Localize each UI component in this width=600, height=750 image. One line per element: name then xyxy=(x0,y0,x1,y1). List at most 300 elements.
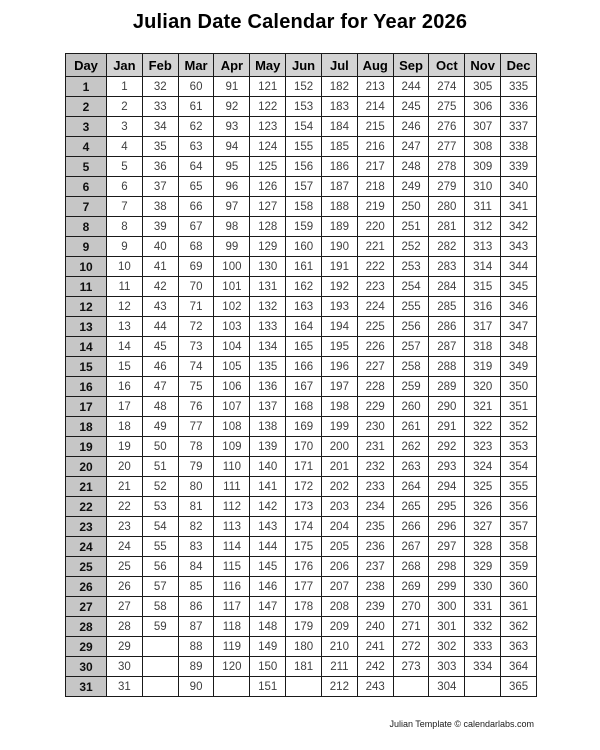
julian-date-cell: 133 xyxy=(250,317,286,337)
julian-calendar-table xyxy=(65,53,537,697)
julian-date-cell: 251 xyxy=(393,217,429,237)
julian-date-cell: 139 xyxy=(250,437,286,457)
julian-date-cell: 236 xyxy=(357,537,393,557)
julian-date-cell: 160 xyxy=(286,237,322,257)
julian-date-cell: 228 xyxy=(357,377,393,397)
julian-date-cell: 253 xyxy=(393,257,429,277)
day-number-cell: 17 xyxy=(66,397,107,417)
julian-date-cell: 128 xyxy=(250,217,286,237)
julian-date-cell: 31 xyxy=(107,677,143,697)
julian-date-cell: 55 xyxy=(142,537,178,557)
julian-date-cell: 362 xyxy=(501,617,537,637)
julian-date-cell: 268 xyxy=(393,557,429,577)
julian-date-cell: 44 xyxy=(142,317,178,337)
julian-date-cell: 141 xyxy=(250,477,286,497)
julian-date-cell: 302 xyxy=(429,637,465,657)
page-title: Julian Date Calendar for Year 2026 xyxy=(132,11,468,33)
day-number-cell: 23 xyxy=(66,517,107,537)
table-row xyxy=(66,77,537,97)
julian-date-cell: 132 xyxy=(250,297,286,317)
julian-date-cell: 272 xyxy=(393,637,429,657)
julian-date-cell: 239 xyxy=(357,597,393,617)
julian-date-cell: 295 xyxy=(429,497,465,517)
julian-date-cell: 159 xyxy=(286,217,322,237)
table-row xyxy=(66,117,537,137)
julian-date-cell: 174 xyxy=(286,517,322,537)
julian-date-cell: 287 xyxy=(429,337,465,357)
table-row xyxy=(66,277,537,297)
julian-date-cell: 252 xyxy=(393,237,429,257)
julian-date-cell: 131 xyxy=(250,277,286,297)
julian-date-cell: 187 xyxy=(321,177,357,197)
day-number-cell: 8 xyxy=(66,217,107,237)
julian-date-cell: 273 xyxy=(393,657,429,677)
julian-date-cell: 346 xyxy=(501,297,537,317)
julian-date-cell: 79 xyxy=(178,457,214,477)
julian-date-cell: 167 xyxy=(286,377,322,397)
julian-date-cell: 196 xyxy=(321,357,357,377)
julian-date-cell: 129 xyxy=(250,237,286,257)
julian-date-cell: 114 xyxy=(214,537,250,557)
julian-date-cell: 216 xyxy=(357,137,393,157)
julian-date-cell: 102 xyxy=(214,297,250,317)
julian-date-cell: 163 xyxy=(286,297,322,317)
julian-date-cell: 189 xyxy=(321,217,357,237)
julian-date-cell: 262 xyxy=(393,437,429,457)
julian-date-cell: 292 xyxy=(429,437,465,457)
day-number-cell: 26 xyxy=(66,577,107,597)
julian-date-cell: 42 xyxy=(142,277,178,297)
julian-date-cell: 181 xyxy=(286,657,322,677)
julian-date-cell: 156 xyxy=(286,157,322,177)
julian-date-cell: 225 xyxy=(357,317,393,337)
table-row xyxy=(66,657,537,677)
julian-date-cell: 169 xyxy=(286,417,322,437)
julian-date-cell: 249 xyxy=(393,177,429,197)
table-row xyxy=(66,477,537,497)
julian-date-cell: 21 xyxy=(107,477,143,497)
julian-date-cell: 176 xyxy=(286,557,322,577)
julian-date-cell: 248 xyxy=(393,157,429,177)
julian-date-cell: 24 xyxy=(107,537,143,557)
day-number-cell: 29 xyxy=(66,637,107,657)
julian-date-cell: 237 xyxy=(357,557,393,577)
julian-date-cell: 330 xyxy=(465,577,501,597)
julian-date-cell: 233 xyxy=(357,477,393,497)
julian-date-cell: 94 xyxy=(214,137,250,157)
julian-date-cell: 67 xyxy=(178,217,214,237)
julian-date-cell: 325 xyxy=(465,477,501,497)
day-number-cell: 25 xyxy=(66,557,107,577)
julian-date-cell: 269 xyxy=(393,577,429,597)
table-row xyxy=(66,357,537,377)
table-row xyxy=(66,137,537,157)
julian-date-cell: 241 xyxy=(357,637,393,657)
julian-date-cell: 200 xyxy=(321,437,357,457)
julian-date-cell: 213 xyxy=(357,77,393,97)
julian-date-cell: 153 xyxy=(286,97,322,117)
julian-date-cell: 223 xyxy=(357,277,393,297)
day-number-cell: 9 xyxy=(66,237,107,257)
julian-date-cell: 201 xyxy=(321,457,357,477)
month-column-header-dec: Dec xyxy=(501,54,537,77)
julian-date-cell: 111 xyxy=(214,477,250,497)
julian-date-cell: 107 xyxy=(214,397,250,417)
julian-date-cell: 306 xyxy=(465,97,501,117)
julian-date-cell: 280 xyxy=(429,197,465,217)
month-column-header-jun: Jun xyxy=(286,54,322,77)
julian-date-cell: 13 xyxy=(107,317,143,337)
julian-date-cell: 162 xyxy=(286,277,322,297)
julian-date-cell: 217 xyxy=(357,157,393,177)
julian-date-cell: 259 xyxy=(393,377,429,397)
julian-date-cell: 40 xyxy=(142,237,178,257)
julian-date-cell: 143 xyxy=(250,517,286,537)
table-row xyxy=(66,197,537,217)
julian-date-cell xyxy=(142,677,178,697)
julian-date-cell: 22 xyxy=(107,497,143,517)
month-column-header-nov: Nov xyxy=(465,54,501,77)
julian-date-cell xyxy=(393,677,429,697)
julian-date-cell: 208 xyxy=(321,597,357,617)
julian-date-cell: 340 xyxy=(501,177,537,197)
julian-date-cell: 3 xyxy=(107,117,143,137)
julian-date-cell: 334 xyxy=(465,657,501,677)
julian-date-cell: 291 xyxy=(429,417,465,437)
julian-date-cell: 204 xyxy=(321,517,357,537)
julian-date-cell: 285 xyxy=(429,297,465,317)
day-number-cell: 10 xyxy=(66,257,107,277)
julian-date-cell: 261 xyxy=(393,417,429,437)
julian-date-cell: 258 xyxy=(393,357,429,377)
julian-date-cell: 230 xyxy=(357,417,393,437)
julian-date-cell: 105 xyxy=(214,357,250,377)
julian-date-cell: 80 xyxy=(178,477,214,497)
julian-date-cell: 202 xyxy=(321,477,357,497)
julian-date-cell: 138 xyxy=(250,417,286,437)
table-row xyxy=(66,537,537,557)
julian-date-cell: 250 xyxy=(393,197,429,217)
julian-date-cell: 358 xyxy=(501,537,537,557)
julian-date-cell xyxy=(142,657,178,677)
julian-date-cell: 195 xyxy=(321,337,357,357)
julian-date-cell: 364 xyxy=(501,657,537,677)
day-number-cell: 21 xyxy=(66,477,107,497)
julian-date-cell: 320 xyxy=(465,377,501,397)
julian-date-cell: 18 xyxy=(107,417,143,437)
julian-date-cell: 175 xyxy=(286,537,322,557)
julian-date-cell: 209 xyxy=(321,617,357,637)
julian-date-cell: 177 xyxy=(286,577,322,597)
julian-date-cell: 46 xyxy=(142,357,178,377)
day-number-cell: 3 xyxy=(66,117,107,137)
julian-date-cell: 333 xyxy=(465,637,501,657)
julian-date-cell: 354 xyxy=(501,457,537,477)
julian-date-cell: 288 xyxy=(429,357,465,377)
julian-date-cell: 290 xyxy=(429,397,465,417)
julian-date-cell: 76 xyxy=(178,397,214,417)
julian-date-cell: 64 xyxy=(178,157,214,177)
julian-date-cell: 339 xyxy=(501,157,537,177)
julian-date-cell: 66 xyxy=(178,197,214,217)
julian-date-cell: 275 xyxy=(429,97,465,117)
julian-date-cell: 185 xyxy=(321,137,357,157)
julian-date-cell: 101 xyxy=(214,277,250,297)
julian-date-cell: 343 xyxy=(501,237,537,257)
julian-date-cell: 126 xyxy=(250,177,286,197)
julian-date-cell: 192 xyxy=(321,277,357,297)
julian-date-cell: 222 xyxy=(357,257,393,277)
julian-date-cell: 356 xyxy=(501,497,537,517)
julian-date-cell: 38 xyxy=(142,197,178,217)
julian-date-cell: 7 xyxy=(107,197,143,217)
julian-date-cell: 91 xyxy=(214,77,250,97)
julian-date-cell: 25 xyxy=(107,557,143,577)
julian-date-cell: 151 xyxy=(250,677,286,697)
julian-date-cell: 293 xyxy=(429,457,465,477)
julian-date-cell: 232 xyxy=(357,457,393,477)
julian-date-cell: 281 xyxy=(429,217,465,237)
julian-date-cell: 315 xyxy=(465,277,501,297)
table-row xyxy=(66,677,537,697)
julian-date-cell: 96 xyxy=(214,177,250,197)
day-number-cell: 27 xyxy=(66,597,107,617)
julian-date-cell: 70 xyxy=(178,277,214,297)
julian-date-cell: 324 xyxy=(465,457,501,477)
julian-date-cell: 90 xyxy=(178,677,214,697)
julian-date-cell: 329 xyxy=(465,557,501,577)
footer-credit: Julian Template © calendarlabs.com xyxy=(389,719,534,729)
day-number-cell: 20 xyxy=(66,457,107,477)
julian-date-cell: 65 xyxy=(178,177,214,197)
julian-date-cell: 335 xyxy=(501,77,537,97)
julian-date-cell: 337 xyxy=(501,117,537,137)
table-row xyxy=(66,97,537,117)
table-row xyxy=(66,257,537,277)
julian-date-cell: 276 xyxy=(429,117,465,137)
julian-date-cell: 20 xyxy=(107,457,143,477)
month-column-header-sep: Sep xyxy=(393,54,429,77)
julian-date-cell: 190 xyxy=(321,237,357,257)
table-row xyxy=(66,337,537,357)
julian-date-cell: 224 xyxy=(357,297,393,317)
julian-date-cell: 113 xyxy=(214,517,250,537)
julian-date-cell xyxy=(142,637,178,657)
day-number-cell: 1 xyxy=(66,77,107,97)
julian-date-cell: 331 xyxy=(465,597,501,617)
julian-date-cell: 59 xyxy=(142,617,178,637)
julian-date-cell: 100 xyxy=(214,257,250,277)
julian-date-cell: 347 xyxy=(501,317,537,337)
julian-date-cell: 363 xyxy=(501,637,537,657)
julian-date-cell: 318 xyxy=(465,337,501,357)
day-number-cell: 5 xyxy=(66,157,107,177)
julian-date-cell: 264 xyxy=(393,477,429,497)
julian-date-cell: 73 xyxy=(178,337,214,357)
julian-date-cell: 183 xyxy=(321,97,357,117)
julian-date-cell: 68 xyxy=(178,237,214,257)
julian-date-cell: 312 xyxy=(465,217,501,237)
julian-date-cell: 103 xyxy=(214,317,250,337)
julian-date-cell: 203 xyxy=(321,497,357,517)
julian-date-cell: 238 xyxy=(357,577,393,597)
julian-date-cell: 109 xyxy=(214,437,250,457)
julian-date-cell: 97 xyxy=(214,197,250,217)
julian-date-cell: 53 xyxy=(142,497,178,517)
julian-date-cell: 86 xyxy=(178,597,214,617)
julian-date-cell: 245 xyxy=(393,97,429,117)
julian-date-cell: 206 xyxy=(321,557,357,577)
julian-date-cell: 317 xyxy=(465,317,501,337)
table-row xyxy=(66,397,537,417)
julian-date-cell: 242 xyxy=(357,657,393,677)
julian-date-cell: 328 xyxy=(465,537,501,557)
day-number-cell: 30 xyxy=(66,657,107,677)
julian-date-cell: 82 xyxy=(178,517,214,537)
julian-date-cell: 263 xyxy=(393,457,429,477)
julian-date-cell: 361 xyxy=(501,597,537,617)
julian-date-cell: 341 xyxy=(501,197,537,217)
julian-date-cell: 37 xyxy=(142,177,178,197)
julian-date-cell: 349 xyxy=(501,357,537,377)
julian-date-cell: 305 xyxy=(465,77,501,97)
julian-date-cell: 39 xyxy=(142,217,178,237)
julian-date-cell: 95 xyxy=(214,157,250,177)
julian-date-cell: 1 xyxy=(107,77,143,97)
julian-date-cell: 124 xyxy=(250,137,286,157)
julian-date-cell: 274 xyxy=(429,77,465,97)
julian-date-cell: 60 xyxy=(178,77,214,97)
julian-date-cell: 72 xyxy=(178,317,214,337)
julian-date-cell: 240 xyxy=(357,617,393,637)
julian-date-cell: 15 xyxy=(107,357,143,377)
julian-date-cell: 247 xyxy=(393,137,429,157)
julian-date-cell: 191 xyxy=(321,257,357,277)
julian-date-cell: 323 xyxy=(465,437,501,457)
julian-date-cell: 142 xyxy=(250,497,286,517)
julian-date-cell: 304 xyxy=(429,677,465,697)
julian-date-cell: 326 xyxy=(465,497,501,517)
julian-date-cell: 19 xyxy=(107,437,143,457)
julian-date-cell: 45 xyxy=(142,337,178,357)
julian-date-cell: 49 xyxy=(142,417,178,437)
julian-date-cell: 214 xyxy=(357,97,393,117)
julian-date-cell: 360 xyxy=(501,577,537,597)
julian-date-cell: 348 xyxy=(501,337,537,357)
julian-date-cell: 155 xyxy=(286,137,322,157)
julian-date-cell: 48 xyxy=(142,397,178,417)
month-column-header-may: May xyxy=(250,54,286,77)
day-number-cell: 4 xyxy=(66,137,107,157)
julian-date-cell: 322 xyxy=(465,417,501,437)
julian-date-cell: 294 xyxy=(429,477,465,497)
julian-date-cell: 121 xyxy=(250,77,286,97)
julian-date-cell: 5 xyxy=(107,157,143,177)
julian-date-cell: 266 xyxy=(393,517,429,537)
month-column-header-jan: Jan xyxy=(107,54,143,77)
julian-date-cell: 136 xyxy=(250,377,286,397)
header-row xyxy=(66,54,537,77)
julian-date-cell: 256 xyxy=(393,317,429,337)
julian-date-cell: 180 xyxy=(286,637,322,657)
julian-date-cell: 43 xyxy=(142,297,178,317)
julian-date-cell: 61 xyxy=(178,97,214,117)
julian-date-cell: 218 xyxy=(357,177,393,197)
julian-date-cell: 255 xyxy=(393,297,429,317)
julian-date-cell: 172 xyxy=(286,477,322,497)
julian-date-cell: 36 xyxy=(142,157,178,177)
julian-date-cell: 316 xyxy=(465,297,501,317)
julian-date-cell: 344 xyxy=(501,257,537,277)
table-row xyxy=(66,457,537,477)
julian-date-cell: 246 xyxy=(393,117,429,137)
julian-date-cell: 115 xyxy=(214,557,250,577)
julian-date-cell: 194 xyxy=(321,317,357,337)
julian-date-cell: 219 xyxy=(357,197,393,217)
julian-date-cell: 27 xyxy=(107,597,143,617)
julian-date-cell: 307 xyxy=(465,117,501,137)
julian-date-cell: 277 xyxy=(429,137,465,157)
day-number-cell: 15 xyxy=(66,357,107,377)
julian-date-cell: 165 xyxy=(286,337,322,357)
julian-date-cell: 314 xyxy=(465,257,501,277)
julian-date-cell: 188 xyxy=(321,197,357,217)
table-row xyxy=(66,617,537,637)
table-row xyxy=(66,417,537,437)
table-row xyxy=(66,237,537,257)
table-row xyxy=(66,577,537,597)
month-column-header-feb: Feb xyxy=(142,54,178,77)
julian-date-cell: 197 xyxy=(321,377,357,397)
month-column-header-mar: Mar xyxy=(178,54,214,77)
julian-date-cell: 127 xyxy=(250,197,286,217)
julian-date-cell: 154 xyxy=(286,117,322,137)
julian-date-cell: 149 xyxy=(250,637,286,657)
julian-date-cell: 342 xyxy=(501,217,537,237)
julian-date-cell: 283 xyxy=(429,257,465,277)
julian-date-cell: 345 xyxy=(501,277,537,297)
julian-date-cell: 9 xyxy=(107,237,143,257)
julian-date-cell: 351 xyxy=(501,397,537,417)
julian-date-cell: 182 xyxy=(321,77,357,97)
day-number-cell: 16 xyxy=(66,377,107,397)
julian-date-cell: 112 xyxy=(214,497,250,517)
table-row xyxy=(66,157,537,177)
julian-date-cell: 75 xyxy=(178,377,214,397)
julian-date-cell: 62 xyxy=(178,117,214,137)
julian-date-cell: 352 xyxy=(501,417,537,437)
julian-date-cell: 54 xyxy=(142,517,178,537)
julian-date-cell: 134 xyxy=(250,337,286,357)
julian-date-cell: 164 xyxy=(286,317,322,337)
julian-date-cell: 234 xyxy=(357,497,393,517)
julian-date-cell: 106 xyxy=(214,377,250,397)
julian-date-cell: 119 xyxy=(214,637,250,657)
julian-date-cell: 303 xyxy=(429,657,465,677)
julian-date-cell: 137 xyxy=(250,397,286,417)
julian-date-cell: 170 xyxy=(286,437,322,457)
julian-date-cell: 10 xyxy=(107,257,143,277)
julian-date-cell: 110 xyxy=(214,457,250,477)
julian-date-cell: 313 xyxy=(465,237,501,257)
julian-date-cell: 265 xyxy=(393,497,429,517)
julian-date-cell: 84 xyxy=(178,557,214,577)
day-number-cell: 19 xyxy=(66,437,107,457)
julian-date-cell: 140 xyxy=(250,457,286,477)
julian-date-cell: 215 xyxy=(357,117,393,137)
julian-date-cell: 93 xyxy=(214,117,250,137)
julian-date-cell: 34 xyxy=(142,117,178,137)
